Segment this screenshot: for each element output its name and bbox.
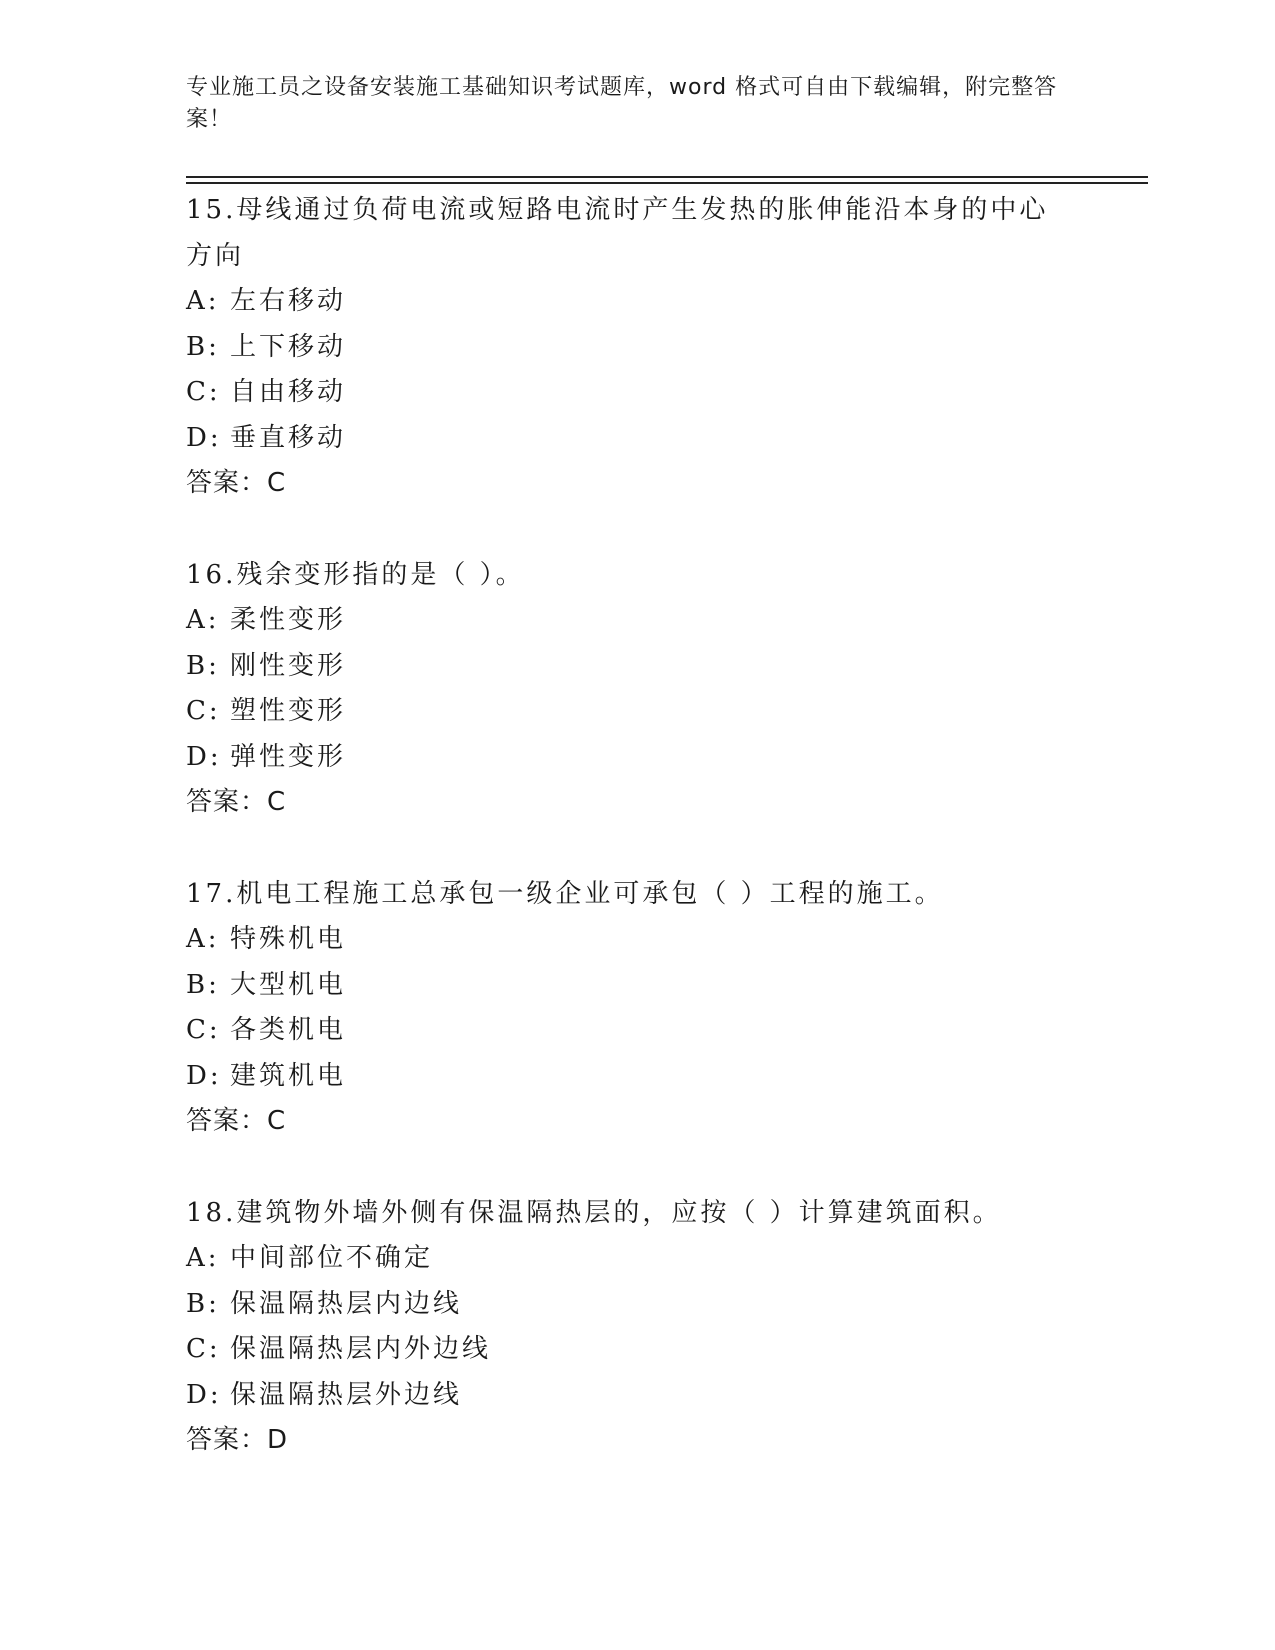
question-15 (186, 188, 1148, 507)
option-text: 保温隔热层外边线 (230, 1379, 463, 1410)
header-divider-bottom (186, 182, 1148, 184)
option-text: 保温隔热层内外边线 (230, 1334, 492, 1364)
header-divider-top (186, 176, 1148, 178)
question-17 (186, 872, 1148, 1145)
question-stem: 15.母线通过负荷电流或短路电流时产生发热的胀伸能沿本身的中心方向 (186, 195, 1049, 271)
option-text: 自由移动 (230, 377, 347, 407)
option-letter: A: (186, 924, 220, 954)
option-letter: C: (186, 377, 221, 407)
option-letter: C: (186, 1015, 221, 1045)
option-letter: B: (186, 650, 220, 681)
option-text: 各类机电 (230, 1015, 347, 1045)
option-letter: A: (186, 1243, 220, 1273)
option-a (186, 1236, 1148, 1282)
option-text: 上下移动 (230, 331, 347, 362)
option-text: 中间部位不确定 (230, 1243, 434, 1273)
option-letter: A: (186, 605, 220, 635)
option-b (186, 1282, 1148, 1328)
question-16 (186, 553, 1148, 826)
option-letter: D: (186, 741, 222, 772)
option-c (186, 1327, 1148, 1373)
question-18 (186, 1191, 1148, 1464)
option-a (186, 279, 1148, 325)
answer-line: 答案：C (186, 468, 287, 498)
option-letter: B: (186, 1288, 220, 1319)
option-letter: B: (186, 969, 220, 1000)
answer-line: 答案：C (186, 787, 287, 817)
option-letter: B: (186, 331, 220, 362)
option-text: 刚性变形 (230, 650, 347, 681)
option-letter: C: (186, 696, 221, 726)
option-b (186, 325, 1148, 371)
option-text: 弹性变形 (230, 741, 347, 772)
option-a (186, 917, 1148, 963)
option-d (186, 1373, 1148, 1419)
option-c (186, 370, 1148, 416)
option-d (186, 735, 1148, 781)
option-letter: D: (186, 422, 222, 453)
question-stem: 17.机电工程施工总承包一级企业可承包（ ）工程的施工。 (186, 878, 944, 909)
option-c (186, 689, 1148, 735)
question-stem: 16.残余变形指的是（ ）。 (186, 559, 525, 590)
option-text: 保温隔热层内边线 (230, 1288, 463, 1319)
option-b (186, 644, 1148, 690)
option-c (186, 1008, 1148, 1054)
option-b (186, 963, 1148, 1009)
option-a (186, 598, 1148, 644)
answer-line: 答案：C (186, 1106, 287, 1136)
option-text: 特殊机电 (230, 924, 347, 954)
question-list (186, 188, 1148, 1510)
option-d (186, 1054, 1148, 1100)
option-letter: D: (186, 1379, 222, 1410)
option-letter: D: (186, 1060, 222, 1091)
option-text: 塑性变形 (230, 696, 347, 726)
option-d (186, 416, 1148, 462)
document-header: 专业施工员之设备安装施工基础知识考试题库，word 格式可自由下载编辑，附完整答案！ (186, 75, 1058, 132)
option-letter: A: (186, 286, 220, 316)
option-text: 大型机电 (230, 969, 347, 1000)
option-text: 左右移动 (230, 286, 347, 316)
option-letter: C: (186, 1334, 221, 1364)
option-text: 柔性变形 (230, 605, 347, 635)
question-stem: 18.建筑物外墙外侧有保温隔热层的，应按（ ）计算建筑面积。 (186, 1197, 1002, 1228)
option-text: 垂直移动 (230, 422, 347, 453)
option-text: 建筑机电 (230, 1060, 347, 1091)
answer-line: 答案：D (186, 1425, 289, 1455)
